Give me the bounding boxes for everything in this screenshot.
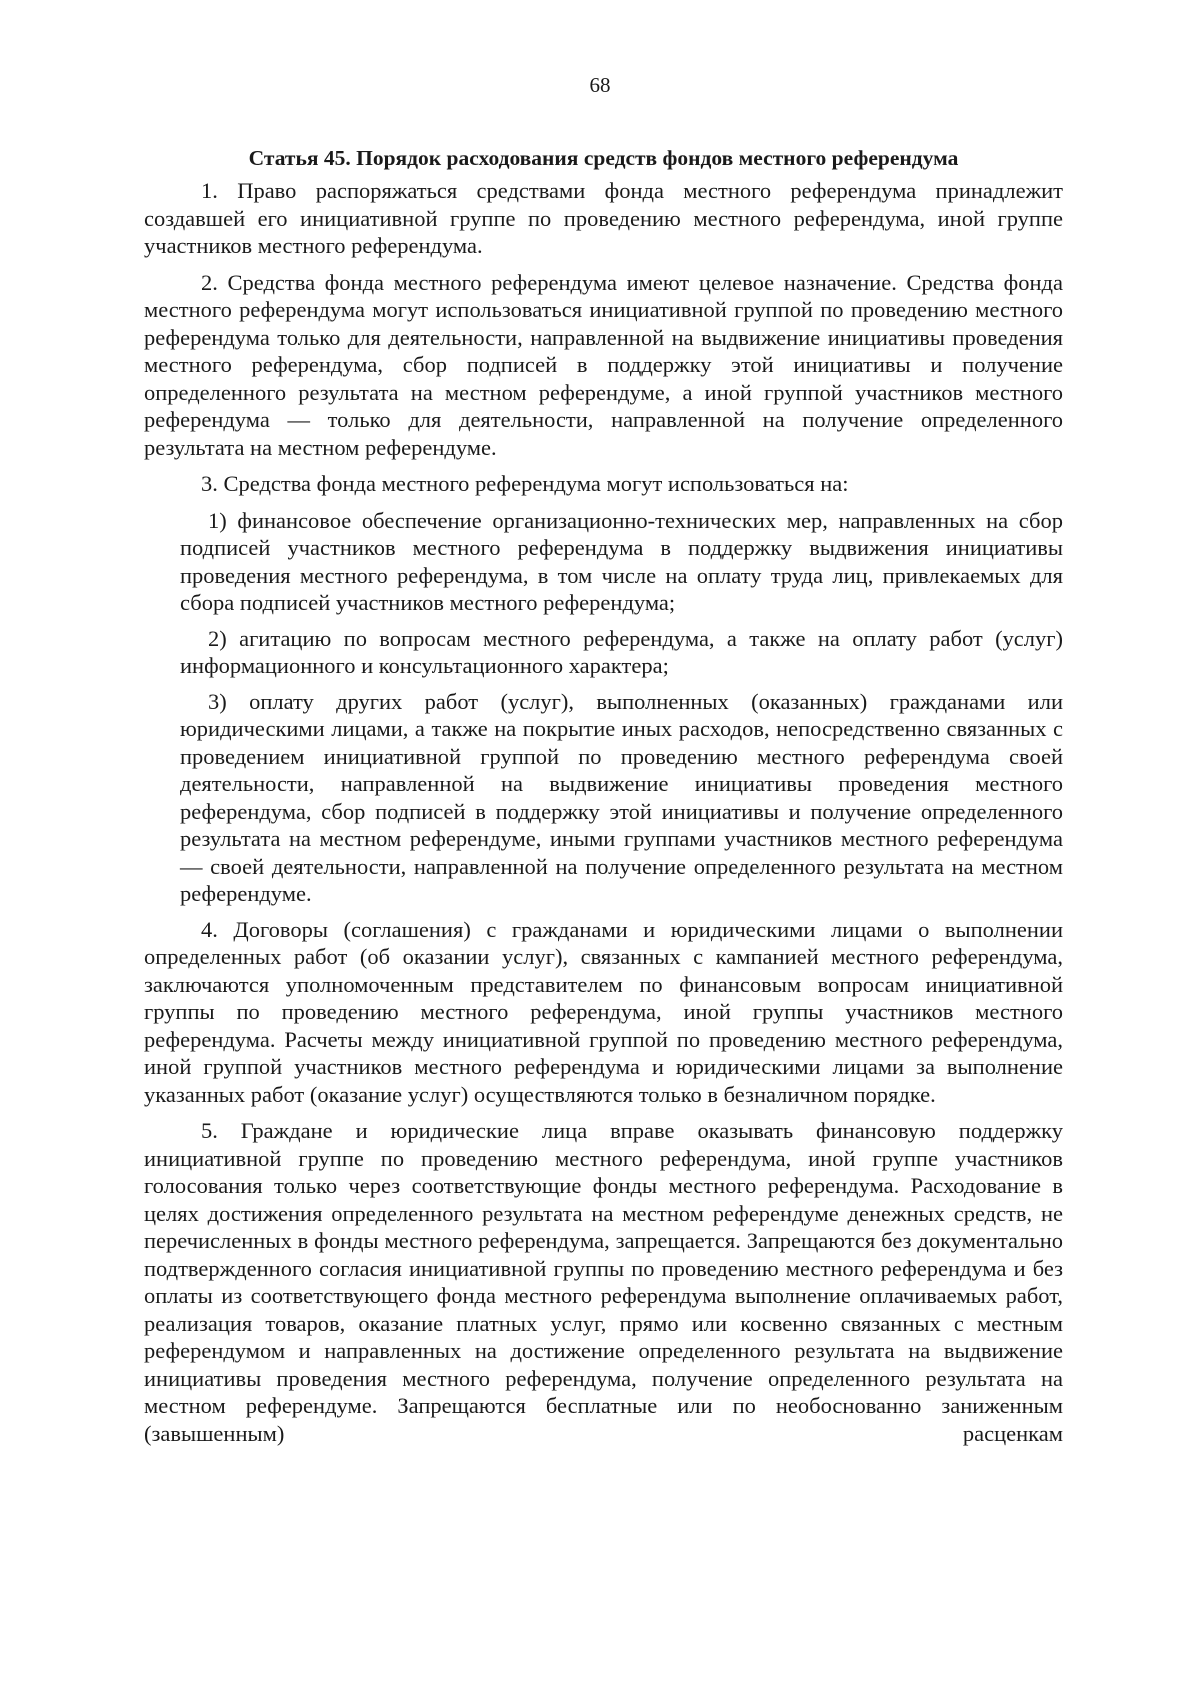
subitem-3: 3) оплату других работ (услуг), выполненных (оказанных) гражданами или юридическими лицами, а также на покрытие иных расходов, непосредственно связанных с проведением инициативной группой по проведению местного референдума своей деятельности, направленной на выдвижение инициативы проведения местного референдума, сбор подписей в поддержку этой инициативы и получение определенного результата на местном референдуме, иными группами участников местного референдума — своей деятельности, направленной на получение определенного результата на местном референдуме. <box>180 688 1063 906</box>
paragraph-1: 1. Право распоряжаться средствами фонда местного референдума принадлежит создавшей его инициативной группе по проведению местного референдума, иной группе участников местного референдума. <box>144 178 1063 258</box>
paragraph-2: 2. Средства фонда местного референдума имеют целевое назначение. Средства фонда местного референдума могут использоваться инициативной группой по проведению местного референдума только для деятельности, направленной на выдвижение инициативы проведения местного референдума, сбор подписей в поддержку этой инициативы и получение определенного результата на местном референдуме, а иной группой участников местного референдума — только для деятельности, направленной на получение определенного результата на местном референдуме. <box>144 269 1063 460</box>
paragraph-3: 3. Средства фонда местного референдума могут использоваться на: <box>201 471 849 496</box>
article-title: Статья 45. Порядок расходования средств фондов местного референдума <box>248 146 959 170</box>
page-number: 68 <box>589 73 611 97</box>
subitem-2: 2) агитацию по вопросам местного референдума, а также на оплату работ (услуг) информационного и консультационного характера; <box>180 625 1063 678</box>
document-body <box>144 145 1063 1456</box>
paragraph-4: 4. Договоры (соглашения) с гражданами и юридическими лицами о выполнении определенных работ (об оказании услуг), связанных с кампанией местного референдума, заключаются уполномоченным представителем по финансовым вопросам инициативной группы по проведению местного референдума, иной группы участников местного референдума. Расчеты между инициативной группой по проведению местного референдума, иной группой участников местного референдума и юридическими лицами за выполнение указанных работ (оказание услуг) осуществляются только в безналичном порядке. <box>144 916 1063 1107</box>
subitem-1: 1) финансовое обеспечение организационно-технических мер, направленных на сбор подписей участников местного референдума в поддержку выдвижения инициативы проведения местного референдума, в том числе на оплату труда лиц, привлекаемых для сбора подписей участников местного референдума; <box>180 507 1063 615</box>
paragraph-5: 5. Граждане и юридические лица вправе оказывать финансовую поддержку инициативной группе по проведению местного референдума, иной группе участников голосования только через соответствующие фонды местного референдума. Расходование в целях достижения определенного результата на местном референдуме денежных средств, не перечисленных в фонды местного референдума, запрещается. Запрещаются без документально подтвержденного согласия инициативной группы по проведению местного референдума и без оплаты из соответствующего фонда местного референдума выполнение оплачиваемых работ, реализация товаров, оказание платных услуг, прямо или косвенно связанных с местным референдумом и направленных на достижение определенного результата на выдвижение инициативы проведения местного референдума, получение определенного результата на местном референдуме. Запрещаются бесплатные или по необоснованно заниженным (завышенным) расценкам <box>144 1118 1063 1446</box>
